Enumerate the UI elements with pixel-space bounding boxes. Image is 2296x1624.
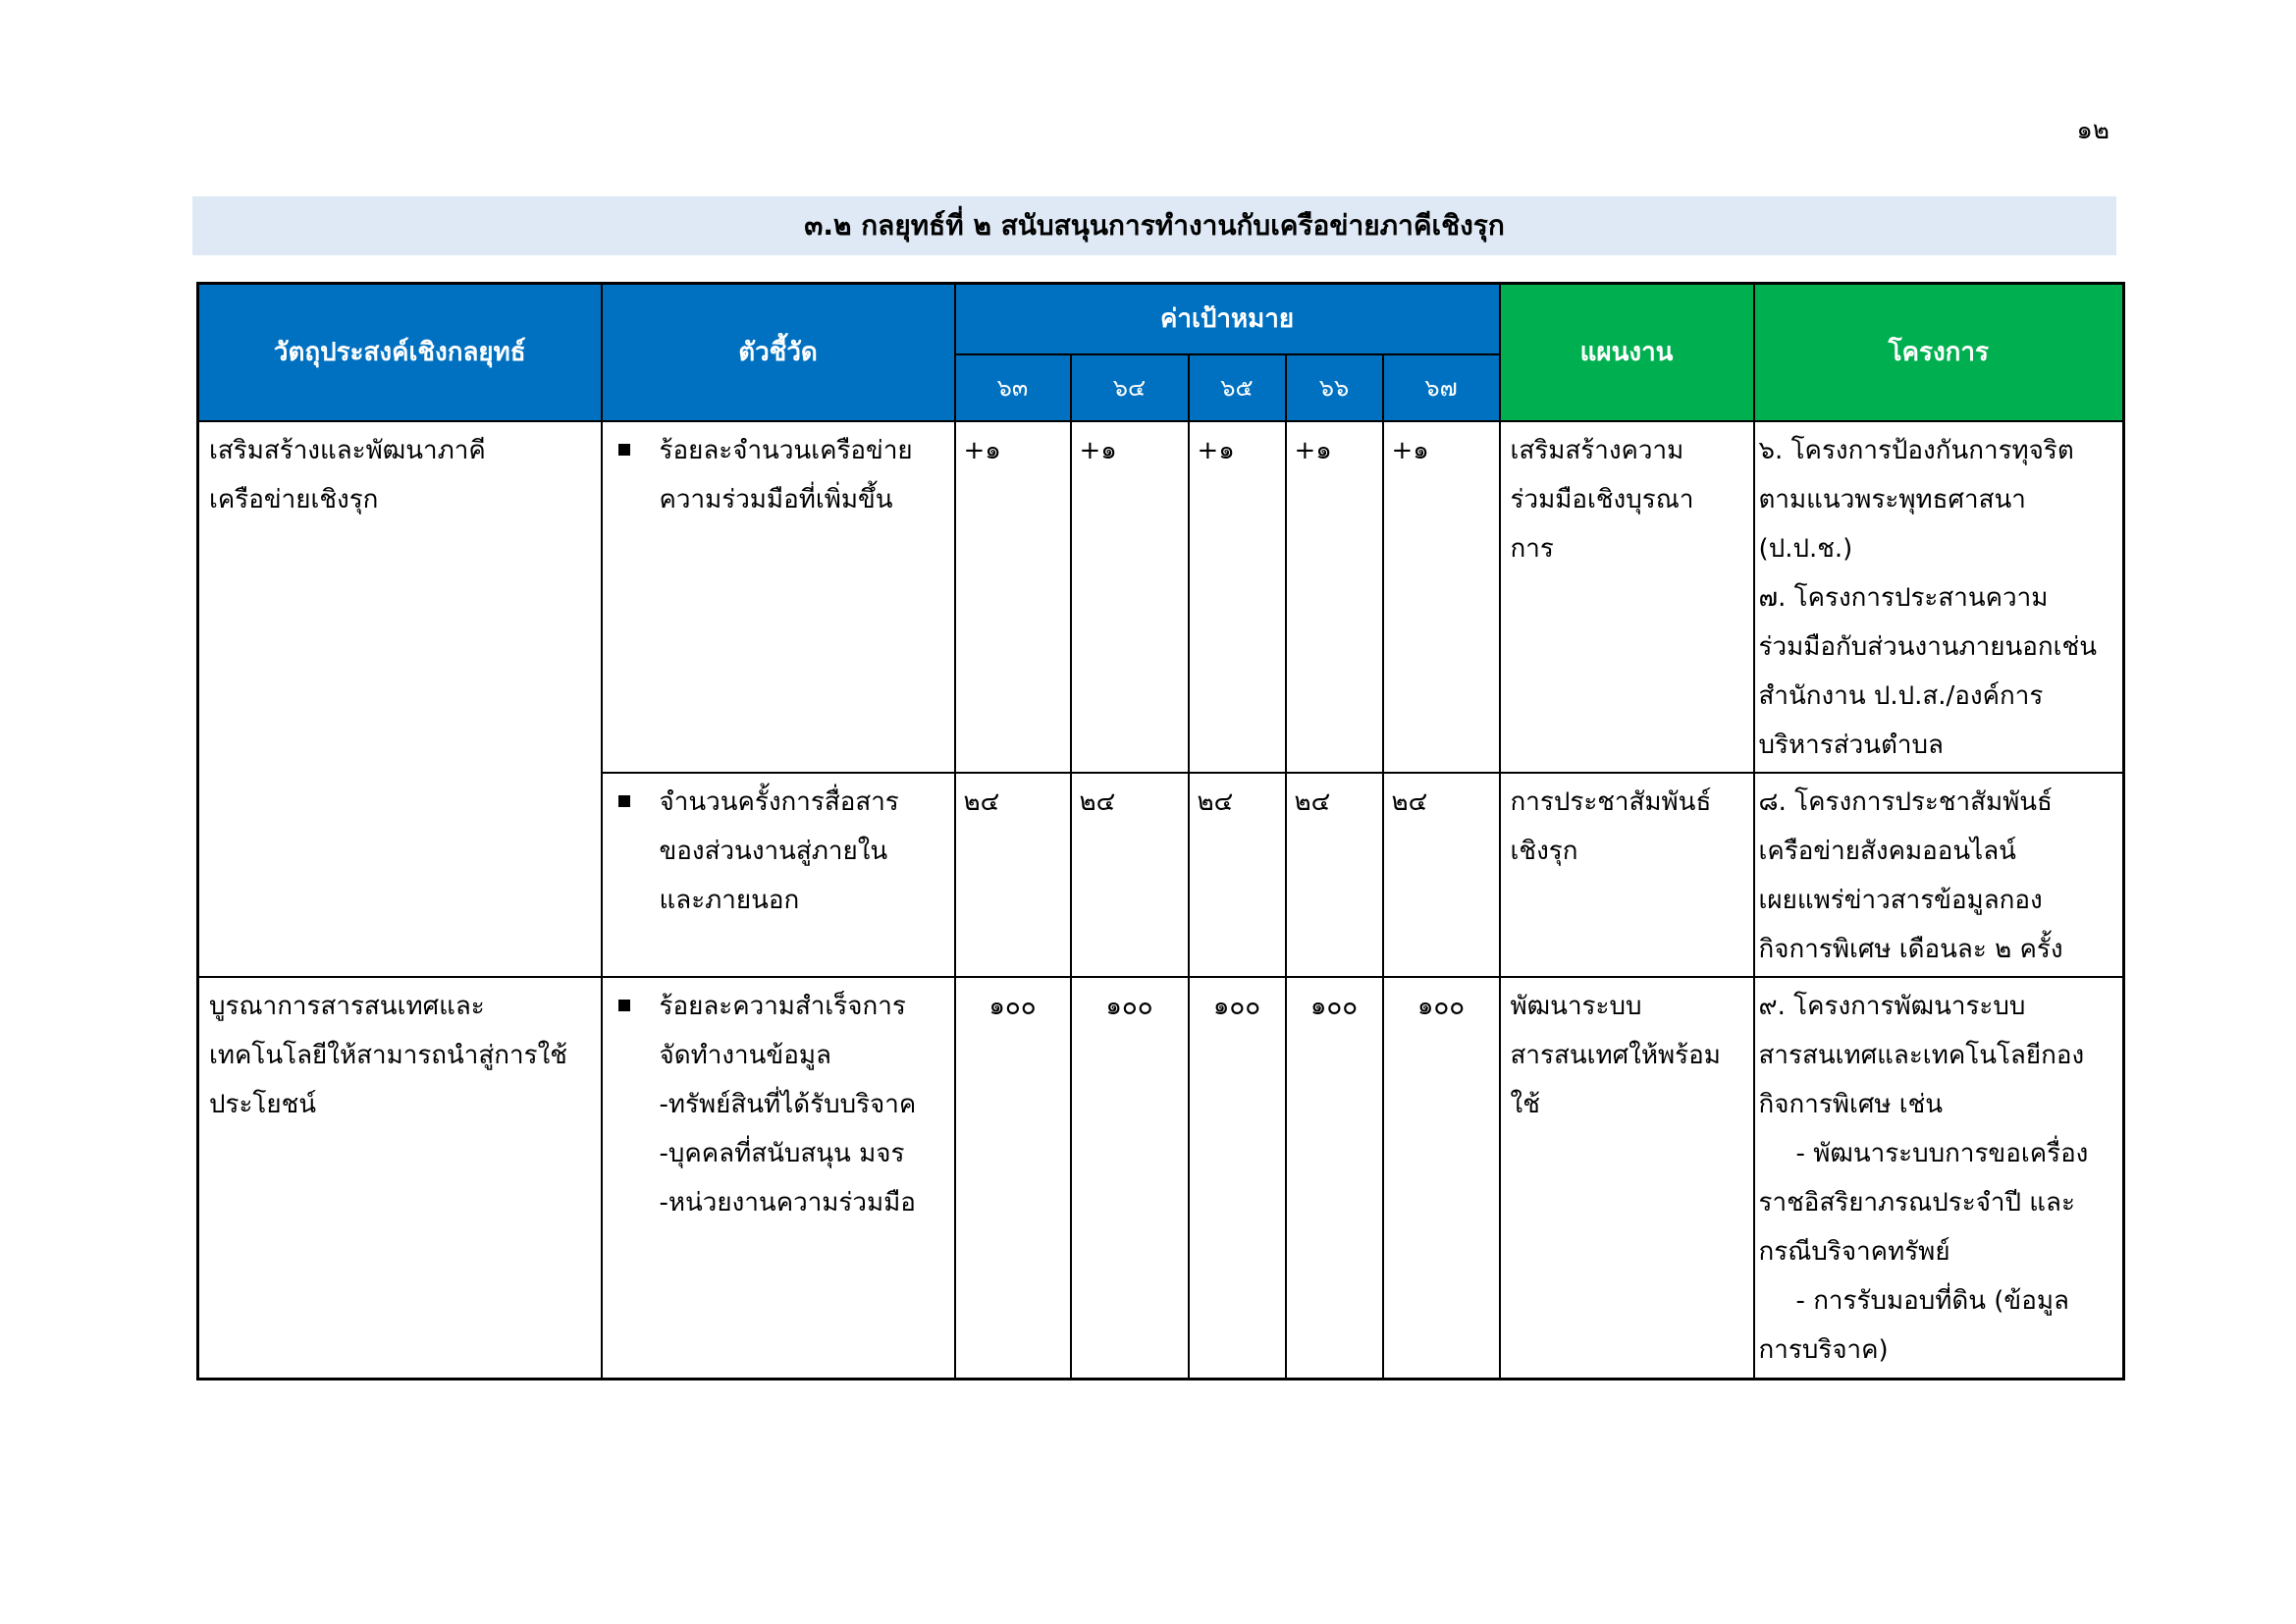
indicator-line: -บุคคลที่สนับสนุน มจร — [659, 1138, 905, 1168]
header-year: ๖๗ — [1383, 354, 1500, 421]
project-line: กิจการพิเศษ เดือนละ ๒ ครั้ง — [1758, 934, 2063, 964]
target-cell: +๑ — [1383, 421, 1500, 773]
indicator-line: และภายนอก — [659, 885, 800, 915]
project-line: ราชอิสริยาภรณประจำปี และ — [1758, 1187, 2075, 1218]
objective-line: เครือข่ายเชิงรุก — [209, 484, 379, 514]
project-line: เครือข่ายสังคมออนไลน์ — [1758, 836, 2016, 866]
project-line: ๘. โครงการประชาสัมพันธ์ — [1758, 786, 2053, 817]
plan-cell — [1500, 977, 1754, 1380]
target-cell: ๑๐๐ — [1383, 977, 1500, 1380]
project-cell — [1754, 421, 2124, 773]
plan-line: พัฒนาระบบ — [1510, 991, 1642, 1021]
table-row — [198, 421, 2124, 773]
indicator-line: จำนวนครั้งการสื่อสาร — [659, 786, 899, 817]
header-project: โครงการ — [1754, 284, 2124, 421]
header-indicator: ตัวชี้วัด — [602, 284, 955, 421]
project-line: กิจการพิเศษ เช่น — [1758, 1089, 1944, 1119]
project-line: สารสนเทศและเทคโนโลยีกอง — [1758, 1040, 2085, 1070]
indicator-cell — [602, 773, 955, 977]
section-title: ๓.๒ กลยุทธ์ที่ ๒ สนับสนุนการทำงานกับเครือข่ายภาคีเชิงรุก — [804, 209, 1505, 242]
project-line: สำนักงาน ป.ป.ส./องค์การ — [1758, 680, 2044, 711]
target-cell: +๑ — [1071, 421, 1189, 773]
plan-line: เสริมสร้างความ — [1510, 435, 1684, 465]
bullet-icon — [618, 1000, 630, 1011]
project-line: (ป.ป.ช.) — [1758, 533, 1853, 564]
target-cell: ๑๐๐ — [1189, 977, 1286, 1380]
header-target: ค่าเป้าหมาย — [955, 284, 1500, 354]
indicator-line: -ทรัพย์สินที่ได้รับบริจาค — [659, 1089, 917, 1119]
strategy-table — [196, 282, 2125, 1380]
project-line: การบริจาค) — [1758, 1334, 1889, 1365]
target-cell: ๑๐๐ — [955, 977, 1071, 1380]
target-cell: ๒๔ — [1189, 773, 1286, 977]
header-year: ๖๔ — [1071, 354, 1189, 421]
section-title-banner — [192, 196, 2116, 255]
indicator-line: ของส่วนงานสู่ภายใน — [659, 836, 888, 866]
objective-line: เทคโนโลยีให้สามารถนำสู่การใช้ — [209, 1040, 567, 1070]
plan-line: การประชาสัมพันธ์ — [1510, 786, 1712, 817]
project-line: ตามแนวพระพุทธศาสนา — [1758, 484, 2026, 514]
target-cell: +๑ — [1286, 421, 1383, 773]
project-line: - พัฒนาระบบการขอเครื่อง — [1795, 1138, 2089, 1168]
objective-cell — [198, 977, 602, 1380]
indicator-cell — [602, 421, 955, 773]
project-line: กรณีบริจาคทรัพย์ — [1758, 1236, 1950, 1267]
target-cell: ๒๔ — [1071, 773, 1189, 977]
project-line: เผยแพร่ข่าวสารข้อมูลกอง — [1758, 885, 2043, 915]
header-year: ๖๓ — [955, 354, 1071, 421]
plan-line: ใช้ — [1510, 1089, 1540, 1119]
header-plan: แผนงาน — [1500, 284, 1754, 421]
target-cell: ๑๐๐ — [1286, 977, 1383, 1380]
project-cell — [1754, 773, 2124, 977]
plan-line: การ — [1510, 533, 1554, 564]
project-line: ๙. โครงการพัฒนาระบบ — [1758, 991, 2026, 1021]
indicator-cell — [602, 977, 955, 1380]
objective-cell — [198, 421, 602, 977]
header-objective: วัตถุประสงค์เชิงกลยุทธ์ — [198, 284, 602, 421]
indicator-line: ร้อยละจำนวนเครือข่าย — [659, 435, 913, 465]
target-cell: +๑ — [955, 421, 1071, 773]
project-line: ร่วมมือกับส่วนงานภายนอกเช่น — [1758, 631, 2097, 662]
project-line: บริหารส่วนตำบล — [1758, 730, 1944, 760]
page-number: ๑๒ — [2076, 116, 2109, 145]
plan-line: สารสนเทศให้พร้อม — [1510, 1040, 1721, 1070]
objective-line: บูรณาการสารสนเทศและ — [209, 991, 485, 1021]
header-year: ๖๕ — [1189, 354, 1286, 421]
project-line: - การรับมอบที่ดิน (ข้อมูล — [1795, 1285, 2069, 1316]
table-row — [198, 977, 2124, 1380]
project-line: ๗. โครงการประสานความ — [1758, 582, 2049, 613]
indicator-line: ความร่วมมือที่เพิ่มขึ้น — [659, 484, 893, 514]
indicator-line: จัดทำงานข้อมูล — [659, 1040, 831, 1070]
bullet-icon — [618, 444, 630, 456]
project-line: ๖. โครงการป้องกันการทุจริต — [1758, 435, 2074, 465]
plan-cell — [1500, 773, 1754, 977]
indicator-line: -หน่วยงานความร่วมมือ — [659, 1187, 916, 1218]
plan-cell — [1500, 421, 1754, 773]
objective-line: ประโยชน์ — [209, 1089, 317, 1119]
indicator-line: ร้อยละความสำเร็จการ — [659, 991, 906, 1021]
target-cell: ๒๔ — [1286, 773, 1383, 977]
project-cell — [1754, 977, 2124, 1380]
plan-line: เชิงรุก — [1510, 836, 1578, 866]
target-cell: ๒๔ — [955, 773, 1071, 977]
plan-line: ร่วมมือเชิงบุรณา — [1510, 484, 1694, 514]
target-cell: +๑ — [1189, 421, 1286, 773]
objective-line: เสริมสร้างและพัฒนาภาคี — [209, 435, 486, 465]
bullet-icon — [618, 795, 630, 807]
header-year: ๖๖ — [1286, 354, 1383, 421]
target-cell: ๒๔ — [1383, 773, 1500, 977]
target-cell: ๑๐๐ — [1071, 977, 1189, 1380]
